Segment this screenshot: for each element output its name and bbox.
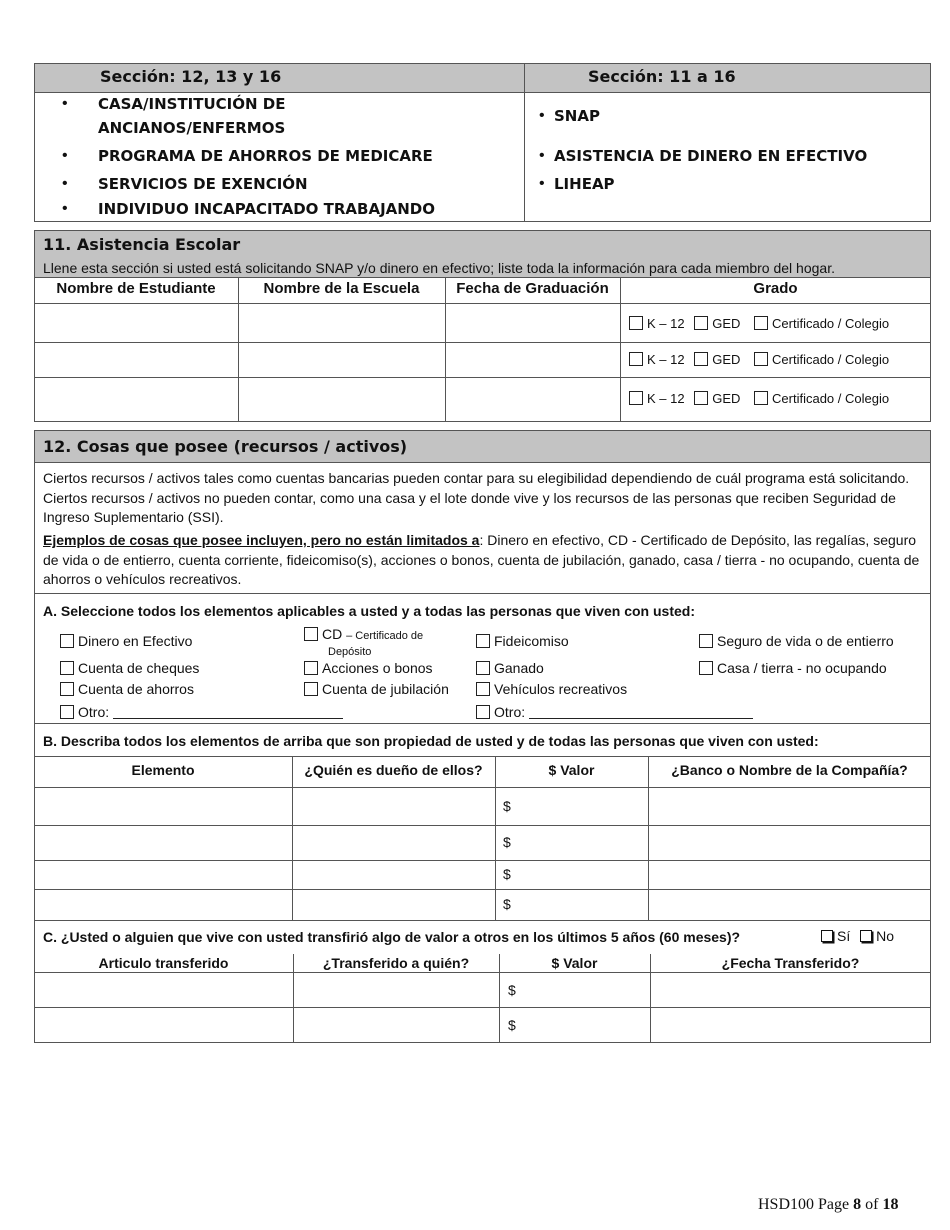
k12-label: K – 12 bbox=[647, 316, 685, 331]
program-item-exemption: SERVICIOS DE EXENCIÓN bbox=[98, 175, 308, 193]
col-value: $ Valor bbox=[548, 762, 595, 778]
cash-checkbox[interactable] bbox=[60, 634, 74, 648]
livestock-label: Ganado bbox=[494, 660, 544, 676]
no-checkbox[interactable] bbox=[860, 930, 872, 942]
form-id: HSD100 Page bbox=[758, 1196, 854, 1213]
life-insurance-checkbox[interactable] bbox=[699, 634, 713, 648]
col-graduation-date: Fecha de Graduación bbox=[456, 280, 609, 297]
bullet-icon: • bbox=[539, 147, 545, 164]
school-name-input[interactable] bbox=[239, 343, 444, 376]
bullet-icon: • bbox=[62, 95, 68, 112]
savings-label: Cuenta de ahorros bbox=[78, 681, 194, 697]
dollar-sign: $ bbox=[508, 1017, 516, 1033]
col-transferred-to: ¿Transferido a quién? bbox=[322, 955, 470, 971]
partA-title: A. Seleccione todos los elementos aplicables a usted y a todas las personas que viven con usted: bbox=[43, 603, 695, 619]
checking-label: Cuenta de cheques bbox=[78, 660, 200, 676]
col-element: Elemento bbox=[131, 762, 195, 778]
bullet-icon: • bbox=[539, 175, 545, 192]
yes-checkbox[interactable] bbox=[821, 930, 833, 942]
ged-checkbox[interactable] bbox=[694, 391, 708, 405]
ged-checkbox[interactable] bbox=[694, 316, 708, 330]
asset-row-input[interactable] bbox=[35, 890, 291, 919]
program-item-disabled: INDIVIDUO INCAPACITADO TRABAJANDO bbox=[98, 200, 436, 218]
ged-label: GED bbox=[712, 316, 741, 331]
k12-checkbox[interactable] bbox=[629, 352, 643, 366]
trust-checkbox[interactable] bbox=[476, 634, 490, 648]
graduation-date-input[interactable] bbox=[446, 343, 619, 376]
other-label: Otro: bbox=[78, 704, 110, 720]
stocks-checkbox[interactable] bbox=[304, 661, 318, 675]
program-item-nursing-1: CASA/INSTITUCIÓN DE bbox=[98, 95, 286, 113]
right-section-header: Sección: 11 a 16 bbox=[588, 67, 736, 86]
other-input[interactable] bbox=[113, 706, 343, 719]
certificate-label: Certificado / Colegio bbox=[772, 316, 890, 331]
other-input[interactable] bbox=[529, 706, 753, 719]
asset-savings bbox=[60, 681, 194, 697]
program-item-medicare: PROGRAMA DE AHORROS DE MEDICARE bbox=[98, 147, 433, 165]
asset-row-input[interactable] bbox=[35, 826, 291, 859]
partB-title: B. Describa todos los elementos de arriba que son propiedad de usted y de todas las personas que viven con usted: bbox=[43, 733, 819, 749]
life-insurance-label: Seguro de vida o de entierro bbox=[717, 633, 894, 649]
retirement-label: Cuenta de jubilación bbox=[322, 681, 449, 697]
examples-label: Ejemplos de cosas que posee incluyen, pero no están limitados a bbox=[43, 532, 480, 548]
section12-intro: Ciertos recursos / activos tales como cuentas bancarias pueden contar para su elegibilidad dependiendo de cuál programa está solicitando. Ciertos recursos / activos no pueden contar, como una casa y el lote donde vive y los recursos de las personas que reciben Seguridad de Ingreso Suplementario (SSI). bbox=[43, 470, 910, 525]
stocks-label: Acciones o bonos bbox=[322, 660, 433, 676]
school-name-input[interactable] bbox=[239, 304, 444, 341]
certificate-label: Certificado / Colegio bbox=[772, 391, 890, 406]
col-transferred-item: Articulo transferido bbox=[98, 955, 229, 971]
dollar-sign: $ bbox=[503, 866, 511, 882]
col-transfer-value: $ Valor bbox=[551, 955, 598, 971]
k12-label: K – 12 bbox=[647, 352, 685, 367]
k12-checkbox[interactable] bbox=[629, 391, 643, 405]
asset-cd bbox=[304, 627, 423, 659]
ged-label: GED bbox=[712, 352, 741, 367]
bullet-icon: • bbox=[539, 107, 545, 124]
ged-checkbox[interactable] bbox=[694, 352, 708, 366]
graduation-date-input[interactable] bbox=[446, 378, 619, 421]
certificate-checkbox[interactable] bbox=[754, 352, 768, 366]
other-checkbox[interactable] bbox=[60, 705, 74, 719]
checking-checkbox[interactable] bbox=[60, 661, 74, 675]
section12-title: 12. Cosas que posee (recursos / activos) bbox=[43, 437, 408, 456]
retirement-checkbox[interactable] bbox=[304, 682, 318, 696]
asset-life-insurance bbox=[699, 633, 894, 649]
page-number: 8 bbox=[853, 1196, 862, 1213]
section11-instructions: Llene esta sección si usted está solicitando SNAP y/o dinero en efectivo; liste toda la información para cada miembro del hogar. bbox=[43, 260, 835, 276]
rv-label: Vehículos recreativos bbox=[494, 681, 628, 697]
student-name-input[interactable] bbox=[35, 378, 237, 421]
grade-options-row bbox=[629, 391, 889, 406]
other-checkbox[interactable] bbox=[476, 705, 490, 719]
graduation-date-input[interactable] bbox=[446, 304, 619, 341]
asset-retirement bbox=[304, 681, 449, 697]
page-footer bbox=[758, 1196, 898, 1214]
transfer-row-input[interactable] bbox=[35, 1008, 292, 1041]
asset-other-2 bbox=[476, 704, 753, 720]
certificate-label: Certificado / Colegio bbox=[772, 352, 890, 367]
of-text: of bbox=[861, 1196, 883, 1213]
dollar-sign: $ bbox=[503, 896, 511, 912]
program-item-cash: ASISTENCIA DE DINERO EN EFECTIVO bbox=[554, 147, 868, 165]
col-school-name: Nombre de la Escuela bbox=[263, 280, 420, 297]
col-bank: ¿Banco o Nombre de la Compañía? bbox=[671, 762, 908, 778]
asset-trust bbox=[476, 633, 569, 649]
yes-label: Sí bbox=[837, 928, 851, 944]
partC-yes-no bbox=[821, 928, 894, 944]
asset-other-1 bbox=[60, 704, 343, 720]
bullet-icon: • bbox=[62, 175, 68, 192]
grade-options-row bbox=[629, 316, 889, 331]
dollar-sign: $ bbox=[508, 982, 516, 998]
bullet-icon: • bbox=[62, 147, 68, 164]
examples-text: : Dinero en efectivo, CD - Certificado de Depósito, las regalías, seguro de vida o de entierro, cuenta corriente, fideicomiso(s), acciones o bonos, cuenta de jubilación, ganado, casa / tierra - no ocupando, cuenta de ahorros o vehículos recreativos. bbox=[43, 532, 920, 587]
section12-examples bbox=[43, 531, 925, 590]
program-item-snap: SNAP bbox=[554, 107, 600, 125]
program-item-nursing-2: ANCIANOS/ENFERMOS bbox=[98, 119, 286, 137]
land-label: Casa / tierra - no ocupando bbox=[717, 660, 887, 676]
section11-title: 11. Asistencia Escolar bbox=[43, 235, 241, 254]
other-label: Otro: bbox=[494, 704, 526, 720]
cash-label: Dinero en Efectivo bbox=[78, 633, 193, 649]
student-name-input[interactable] bbox=[35, 343, 237, 376]
certificate-checkbox[interactable] bbox=[754, 316, 768, 330]
school-name-input[interactable] bbox=[239, 378, 444, 421]
k12-label: K – 12 bbox=[647, 391, 685, 406]
asset-land bbox=[699, 660, 887, 676]
ged-label: GED bbox=[712, 391, 741, 406]
col-owner: ¿Quién es dueño de ellos? bbox=[304, 762, 483, 778]
cd-sublabel-2: Depósito bbox=[328, 646, 372, 658]
grade-options-row bbox=[629, 352, 889, 367]
page-total: 18 bbox=[882, 1196, 899, 1213]
certificate-checkbox[interactable] bbox=[754, 391, 768, 405]
asset-row-input[interactable] bbox=[35, 861, 291, 888]
rv-checkbox[interactable] bbox=[476, 682, 490, 696]
col-transfer-date: ¿Fecha Transferido? bbox=[721, 955, 860, 971]
savings-checkbox[interactable] bbox=[60, 682, 74, 696]
student-name-input[interactable] bbox=[35, 304, 237, 341]
cd-checkbox[interactable] bbox=[304, 627, 318, 641]
partC-question: C. ¿Usted o alguien que vive con usted transfirió algo de valor a otros en los últimos 5 años (60 meses)? bbox=[43, 929, 741, 945]
asset-row-input[interactable] bbox=[35, 788, 291, 824]
col-grade: Grado bbox=[753, 280, 798, 297]
land-checkbox[interactable] bbox=[699, 661, 713, 675]
asset-stocks bbox=[304, 660, 433, 676]
no-label: No bbox=[876, 928, 895, 944]
asset-checking bbox=[60, 660, 199, 676]
col-student-name: Nombre de Estudiante bbox=[56, 280, 216, 297]
asset-rv bbox=[476, 681, 627, 697]
program-item-liheap: LIHEAP bbox=[554, 175, 615, 193]
left-section-header: Sección: 12, 13 y 16 bbox=[100, 67, 282, 86]
livestock-checkbox[interactable] bbox=[476, 661, 490, 675]
asset-cash bbox=[60, 633, 192, 649]
asset-livestock bbox=[476, 660, 544, 676]
transfer-row-input[interactable] bbox=[35, 973, 292, 1006]
cd-label: CD bbox=[322, 626, 343, 642]
cd-sublabel: – Certificado de bbox=[346, 630, 424, 642]
trust-label: Fideicomiso bbox=[494, 633, 569, 649]
dollar-sign: $ bbox=[503, 834, 511, 850]
dollar-sign: $ bbox=[503, 798, 511, 814]
k12-checkbox[interactable] bbox=[629, 316, 643, 330]
bullet-icon: • bbox=[62, 200, 68, 217]
